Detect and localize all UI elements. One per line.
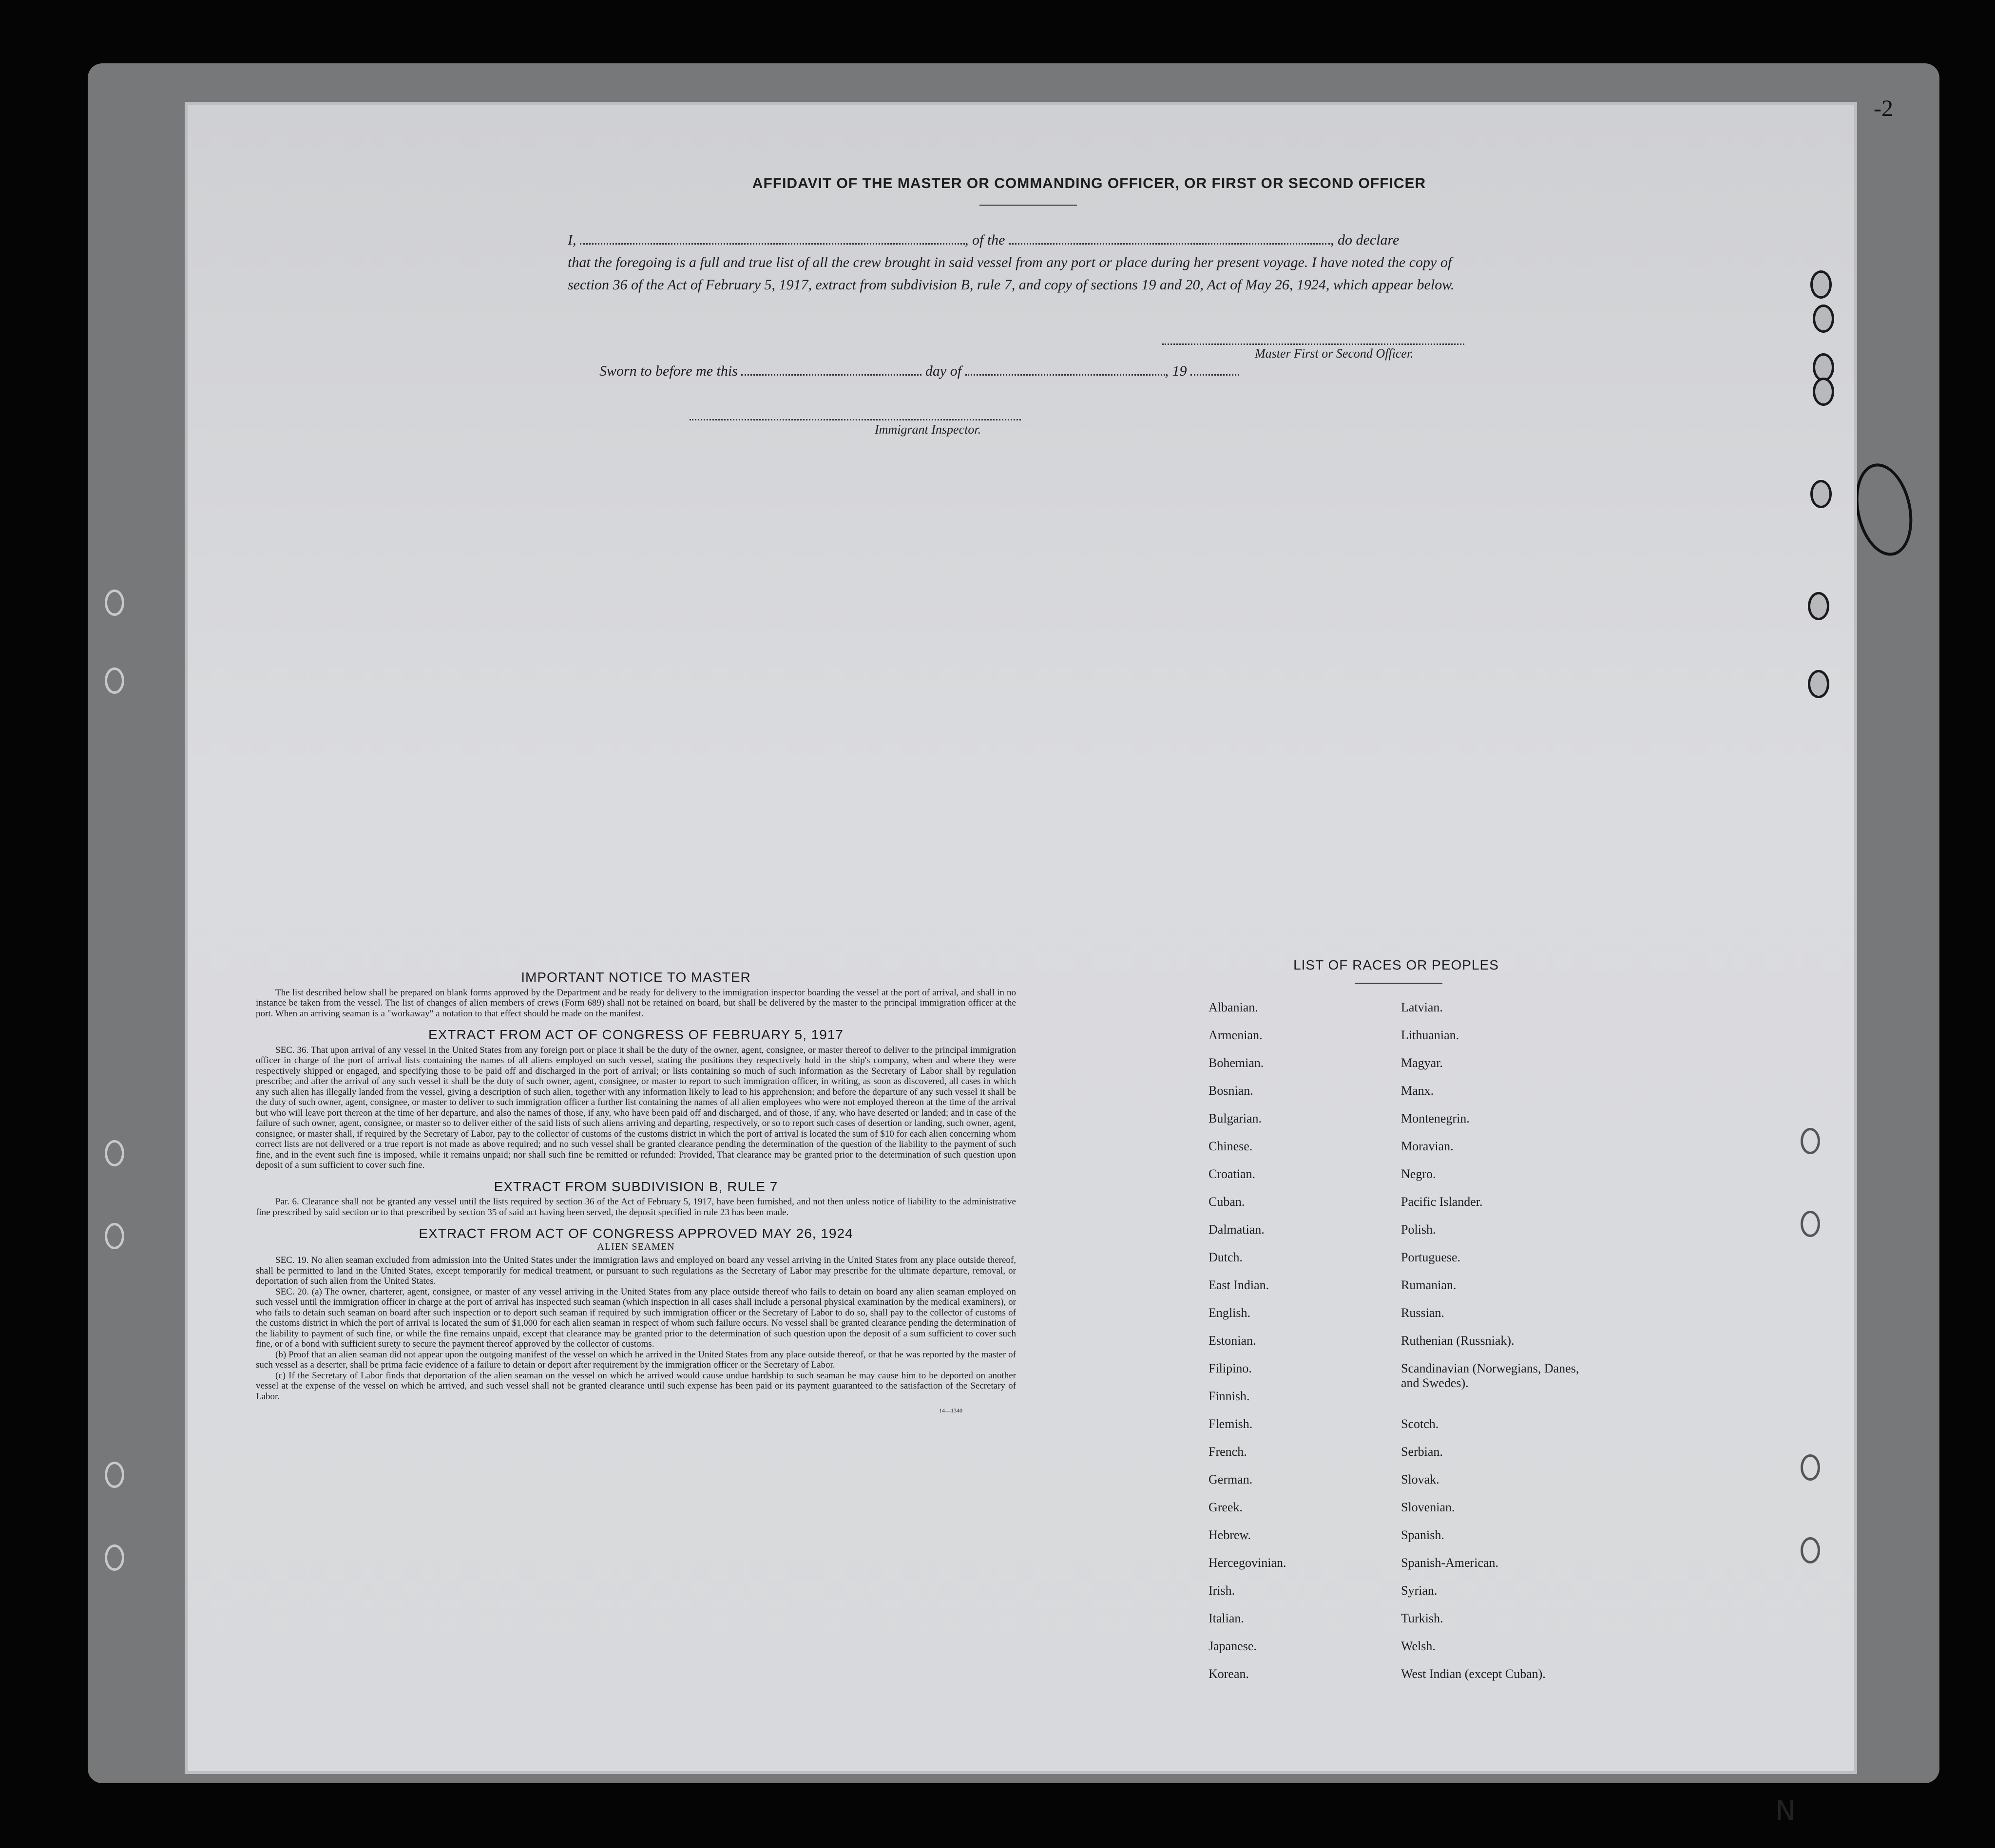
race-item: Dutch. [1209,1250,1243,1264]
race-item: Italian. [1209,1611,1244,1625]
notice-section [256,972,1016,1416]
race-item: Scandinavian (Norwegians, Danes, and Swedes). [1401,1361,1579,1390]
inspector-signature-label: Immigrant Inspector. [875,422,981,437]
race-item: Scotch. [1401,1417,1439,1431]
binder-hole [105,590,124,616]
race-item: German. [1209,1472,1253,1486]
race-item: English. [1209,1306,1250,1320]
race-item: Montenegrin. [1401,1111,1470,1125]
binder-hole [105,1544,124,1571]
race-item: Irish. [1209,1583,1235,1598]
race-item: Polish. [1401,1222,1436,1237]
race-item: Croatian. [1209,1167,1256,1181]
affidavit-body [568,229,1494,296]
master-signature-label: Master First or Second Officer. [1255,346,1414,361]
race-item: Hebrew. [1209,1528,1251,1542]
day-blank [741,368,921,376]
extract2-title: EXTRACT FROM SUBDIVISION B, RULE 7 [494,1179,778,1194]
extract3-title: EXTRACT FROM ACT OF CONGRESS APPROVED MAY 26, 1924 [419,1226,853,1241]
month-blank [965,368,1165,376]
race-item: Serbian. [1401,1445,1443,1459]
extract2-text: Par. 6. Clearance shall not be granted any vessel until the lists required by section 36 of the Act of February 5, 1917, have been furnished, and not then unless notice of liability to the administrative fine prescribed by said section or to that prescribed by section 35 of said act having been served, the deposit specified in rule 23 has been made. [256,1197,1016,1218]
race-item: East Indian. [1209,1278,1269,1292]
race-item: West Indian (except Cuban). [1401,1667,1546,1681]
punch-hole [1808,592,1829,620]
inspector-signature-line [690,419,1021,420]
race-item: Korean. [1209,1667,1249,1681]
extract3-sec20c: (c) If the Secretary of Labor finds that deportation of the alien seaman on the vessel on which he arrived would cause undue hardship to such seaman he may cause him to be deported on another vessel at the expense of the vessel on which he arrived, and such vessel shall not be granted clearance until such expense has been paid or its payment guaranteed to the satisfaction of the Secretary of Labor. [256,1370,1016,1402]
races-column-1 [1209,1000,1413,1695]
punch-hole [1810,270,1832,299]
punch-hole [1801,1211,1820,1237]
race-item: Magyar. [1401,1056,1443,1070]
binder-hole [105,1462,124,1488]
binder-hole [105,1140,124,1166]
race-item: Albanian. [1209,1000,1258,1014]
year-blank [1190,368,1239,376]
races-title: LIST OF RACES OR PEOPLES [1293,957,1499,972]
form-page [188,95,1893,1827]
race-item: Bosnian. [1209,1084,1253,1098]
race-item: Armenian. [1209,1028,1263,1042]
affidavit-statement: that the foregoing is a full and true list of all the crew brought in said vessel from any port or place during her present voyage. I have noted the copy of section 36 of the Act of February 5, 1917, extract from subdivision B, rule 7, and copy of sections 19 and 20, Act of May 26, 1924, which appear below. [568,254,1455,293]
master-signature-line [1162,343,1464,345]
race-item: Turkish. [1401,1611,1443,1625]
form-number: 14—1340 [939,1407,962,1414]
race-item: Ruthenian (Russniak). [1401,1334,1515,1348]
race-item: Moravian. [1401,1139,1454,1153]
race-item: Manx. [1401,1084,1434,1098]
race-item: Pacific Islander. [1401,1195,1483,1209]
races-title-rule [1355,983,1442,984]
binder-hole [105,1223,124,1249]
extract1-title: EXTRACT FROM ACT OF CONGRESS OF FEBRUARY 5, 1917 [428,1027,844,1042]
race-item: Japanese. [1209,1639,1257,1653]
punch-hole [1801,1537,1820,1563]
race-item: Dalmatian. [1209,1222,1265,1237]
notice-title: IMPORTANT NOTICE TO MASTER [521,970,751,985]
race-item: Greek. [1209,1500,1243,1514]
race-item: Negro. [1401,1167,1436,1181]
punch-hole [1813,378,1834,406]
notice-text: The list described below shall be prepared on blank forms approved by the Department and be ready for delivery to the immigration inspector boarding the vessel at the port of arrival, and shall in no instance be taken from the vessel. The list of changes of alien members of crews (Form 689) shall not be retained on board, but shall be delivered by the master to the principal immigration officer at the port. When an arriving seaman is a "workaway" a notation to that effect should be made on the manifest. [256,987,1016,1019]
race-item: Hercegovinian. [1209,1556,1286,1570]
race-item: Spanish. [1401,1528,1444,1542]
punch-hole [1813,305,1834,333]
affidavit-declaration-line: I, , of the , do declare [568,232,1400,248]
binder-hole [105,667,124,694]
affidavit-title: AFFIDAVIT OF THE MASTER OR COMMANDING OFFICER, OR FIRST OR SECOND OFFICER [752,175,1426,191]
races-column-2 [1401,1000,1606,1695]
punch-hole [1801,1454,1820,1481]
race-item: Slovenian. [1401,1500,1455,1514]
race-item: Cuban. [1209,1195,1245,1209]
race-item: Estonian. [1209,1334,1256,1348]
race-item: Spanish-American. [1401,1556,1499,1570]
race-item: Rumanian. [1401,1278,1457,1292]
race-item: Bulgarian. [1209,1111,1262,1125]
race-item: Syrian. [1401,1583,1438,1598]
name-blank [580,237,965,245]
race-item: Flemish. [1209,1417,1253,1431]
sworn-line: Sworn to before me this day of , 19 [599,363,1239,380]
extract3-sec20a: SEC. 20. (a) The owner, charterer, agent, consignee, or master of any vessel arriving in the United States from any place outside thereof who fails to detain on board any alien seaman employed on such vessel until the immigration officer in charge at the port of arrival has inspected such seaman (which inspection in all cases shall include a personal physical examination by the medical examiners), or who fails to detain such seaman on board after such inspection or to deport such seaman if required by such immigration officer or the Secretary of Labor to do so, shall pay to the collector of customs of the customs district in which the port of arrival is located the sum of $1,000 for each alien seaman in respect of whom such failure occurs. No vessel shall be granted clearance pending the determination of the liability to payment of such fine, or while the fine remains unpaid, except that clearance may be granted prior to the determination of such question upon the deposit of a sum sufficient to cover such fine, or of a bond with sufficient surety to secure the payment thereof approved by the collector of customs. [256,1286,1016,1349]
race-item: Chinese. [1209,1139,1253,1153]
page-number-mark: -2 [1874,95,1893,121]
extract3-sec19: SEC. 19. No alien seaman excluded from admission into the United States under the immigration laws and employed on board any vessel arriving in the United States from any place outside thereof, shall be permitted to land in the United States, except temporarily for medical treatment, or pursuant to such regulations as the Secretary of Labor may prescribe for the ultimate departure, removal, or deportation of such alien from the United States. [256,1255,1016,1286]
margin-pen-mark: N [1775,1795,1796,1827]
race-item: Welsh. [1401,1639,1436,1653]
title-rule [979,205,1077,206]
race-item: Bohemian. [1209,1056,1264,1070]
extract1-text: SEC. 36. That upon arrival of any vessel in the United States from any foreign port or place it shall be the duty of the owner, agent, consignee, or master thereof to deliver to the principal immigration officer in charge of the port of arrival lists containing the names of all aliens employed on such vessel, stating the positions they respectively hold in the ship's company, when and where they were respectively shipped or engaged, and specifying those to be paid off and discharged in the port of arrival; or lists containing so much of such information as the Secretary of Labor shall by regulation prescribe; and after the arrival of any such vessel it shall be the duty of such owner, agent, consignee, or master to report to such immigration officer, in writing, as soon as discovered, all cases in which any such alien has illegally landed from the vessel, giving a description of such alien, together with any information likely to lead to his apprehension; and before the departure of any such vessel it shall be the duty of such owner, agent, consignee, or master to deliver to such immigration officer a further list containing the names of all alien employees who were not employed thereon at the time of the arrival but who will leave port thereon at the time of her departure, and also the names of those, if any, who have been paid off and discharged, and of those, if any, who have deserted or landed; and in case of the failure of such owner, agent, consignee, or master so to deliver either of the said lists of such aliens arriving and departing, respectively, or so to report such cases of desertion or landing, such owner, agent, consignee, or master shall, if required by the Secretary of Labor, pay to the collector of customs of the customs district in which the port of arrival is located the sum of $10 for each alien concerning whom correct lists are not delivered or a true report is not made as above required; and no such vessel shall be granted clearance pending the determination of the question of the liability to the payment of such fine, and in the event such fine is imposed, while it remains unpaid; nor shall such fine be remitted or refunded: Provided, That clearance may be granted prior to the determination of such question upon deposit of a sum sufficient to cover such fine. [256,1045,1016,1170]
race-item: Slovak. [1401,1472,1439,1486]
race-item: Russian. [1401,1306,1444,1320]
race-item: French. [1209,1445,1247,1459]
race-item: Latvian. [1401,1000,1443,1014]
punch-hole [1810,480,1832,508]
extract3-sec20b: (b) Proof that an alien seaman did not appear upon the outgoing manifest of the vessel on which he arrived in the United States from any place outside thereof, or that he was reported by the master of such vessel as a deserter, shall be prima facie evidence of a failure to detain or deport after requirement by the immigration officer or the Secretary of Labor. [256,1349,1016,1370]
extract3-subtitle: ALIEN SEAMEN [597,1241,675,1252]
race-item: Filipino. [1209,1361,1252,1375]
race-item: Portuguese. [1401,1250,1461,1264]
race-item: Finnish. [1209,1389,1250,1403]
punch-hole [1808,670,1829,698]
punch-hole [1801,1128,1820,1154]
race-item: Lithuanian. [1401,1028,1459,1042]
vessel-blank [1009,237,1330,245]
